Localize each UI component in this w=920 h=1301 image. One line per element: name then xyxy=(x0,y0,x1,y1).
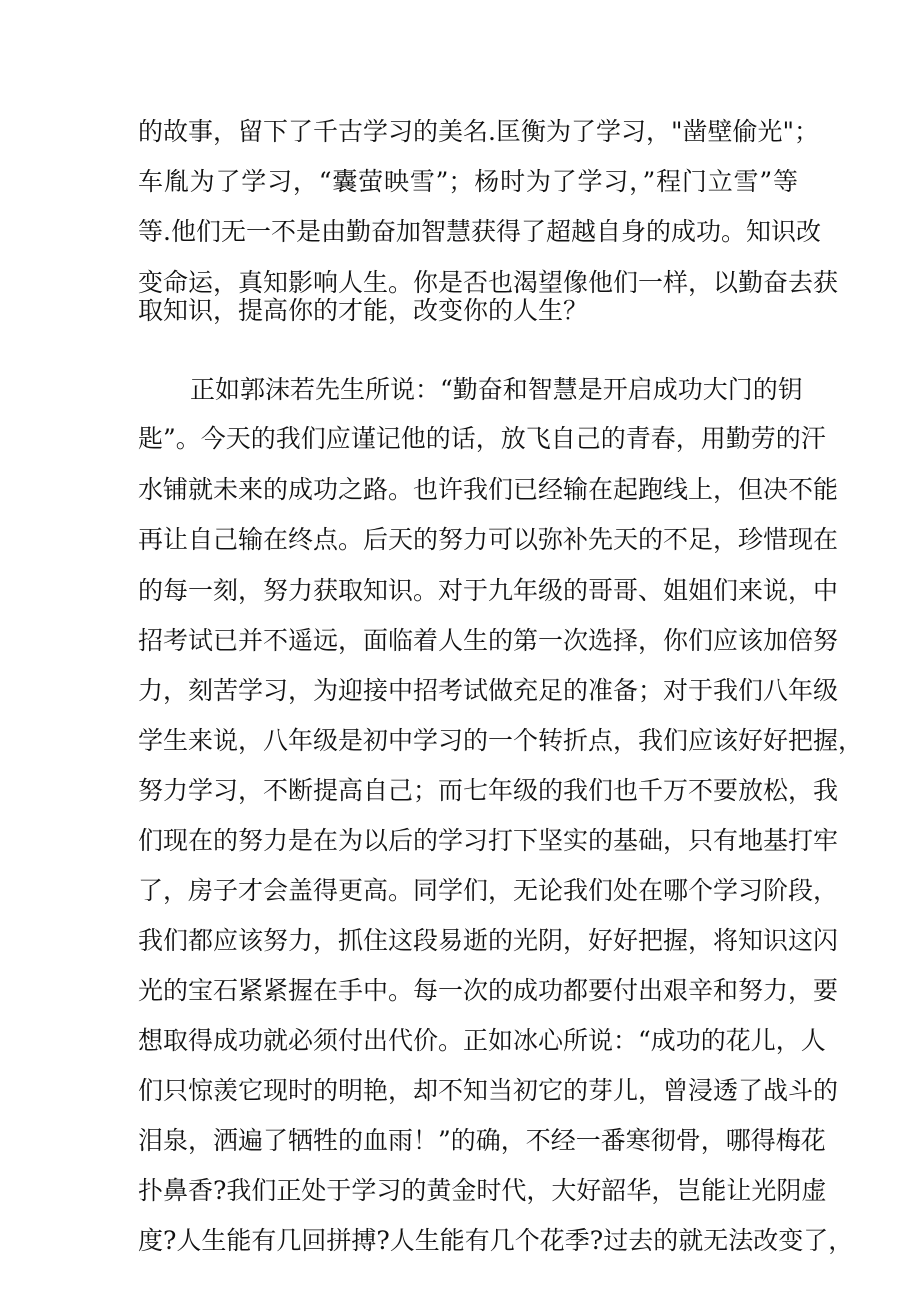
paragraph-2-line-9: 努力学习，不断提高自己；而七年级的我们也千万不要放松，我 xyxy=(138,776,839,805)
paragraph-2-line-4: 再让自己输在终点。后天的努力可以弥补先天的不足，珍惜现在 xyxy=(138,525,839,554)
paragraph-2-line-11: 了，房子才会盖得更高。同学们，无论我们处在哪个学习阶段， xyxy=(138,876,839,905)
paragraph-2-line-13: 光的宝石紧紧握在手中。每一次的成功都要付出艰辛和努力，要 xyxy=(138,976,839,1005)
paragraph-2-line-1: 正如郭沫若先生所说：“勤奋和智慧是开启成功大门的钥 xyxy=(190,375,803,404)
paragraph-2-line-8: 学生来说，八年级是初中学习的一个转折点，我们应该好好把握， xyxy=(138,726,864,755)
paragraph-1-line-5: 取知识，提高你的才能，改变你的人生？ xyxy=(138,296,589,325)
paragraph-2-line-3: 水铺就未来的成功之路。也许我们已经输在起跑线上，但决不能 xyxy=(138,475,839,504)
paragraph-2-line-16: 泪泉，洒遍了牺牲的血雨！”的确，不经一番寒彻骨，哪得梅花 xyxy=(138,1126,826,1155)
paragraph-2-line-18: 度?人生能有几回拼搏?人生能有几个花季?过去的就无法改变了， xyxy=(138,1226,854,1255)
paragraph-2-line-10: 们现在的努力是在为以后的学习打下坚实的基础，只有地基打牢 xyxy=(138,826,839,855)
paragraph-2-line-17: 扑鼻香?我们正处于学习的黄金时代，大好韶华，岂能让光阴虚 xyxy=(138,1176,827,1205)
paragraph-1-line-2: 车胤为了学习，“囊萤映雪”；杨时为了学习，”程门立雪”等 xyxy=(138,167,798,196)
paragraph-2-line-7: 力，刻苦学习，为迎接中招考试做充足的准备；对于我们八年级 xyxy=(138,676,839,705)
paragraph-2-line-5: 的每一刻，努力获取知识。对于九年级的哥哥、姐姐们来说，中 xyxy=(138,576,839,605)
paragraph-1-line-3: 等.他们无一不是由勤奋加智慧获得了超越自身的成功。知识改 xyxy=(138,217,821,246)
paragraph-2-line-2: 匙”。今天的我们应谨记他的话，放飞自己的青春，用勤劳的汗 xyxy=(138,424,826,453)
paragraph-2-line-14: 想取得成功就必须付出代价。正如冰心所说：“成功的花儿，人 xyxy=(138,1026,826,1055)
paragraph-2-line-15: 们只惊羡它现时的明艳，却不知当初它的芽儿，曾浸透了战斗的 xyxy=(138,1076,839,1105)
paragraph-1-line-1: 的故事，留下了千古学习的美名.匡衡为了学习，"凿壁偷光"； xyxy=(138,117,819,146)
paragraph-1-line-4: 变命运，真知影响人生。你是否也渴望像他们一样，以勤奋去获 xyxy=(138,268,839,297)
paragraph-2-line-6: 招考试已并不遥远，面临着人生的第一次选择，你们应该加倍努 xyxy=(138,626,839,655)
paragraph-2-line-12: 我们都应该努力，抓住这段易逝的光阴，好好把握，将知识这闪 xyxy=(138,926,839,955)
